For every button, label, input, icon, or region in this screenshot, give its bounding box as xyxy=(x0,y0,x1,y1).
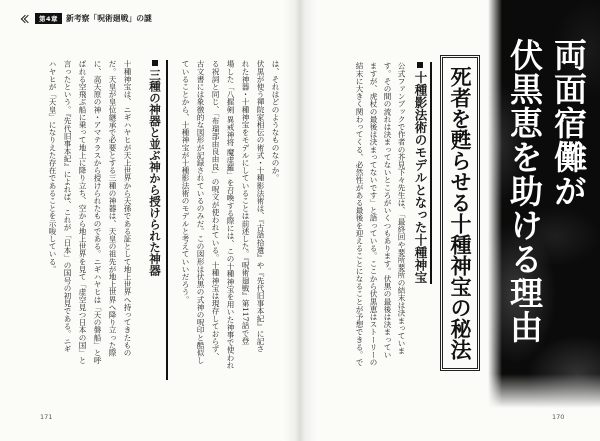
body-line: れた神器・十種神宝をモデルにしていることは前述した。『呪術廻戦』第117話で登 xyxy=(241,60,250,345)
main-title-line: 伏黒恵を助ける理由 xyxy=(505,38,544,344)
body-line: る祝詞と同じ、「布瑠部由良由良」の呪文が使われている。十種神宝は現存しておらず、 xyxy=(211,60,220,361)
book-gutter-shadow xyxy=(284,0,316,441)
left-subheading: 三種の神器と並ぶ神から授けられた神器 xyxy=(147,60,168,380)
section-title-box xyxy=(440,55,480,371)
body-line: 言ったという。『先代旧事本紀』によれば、これが「日本」の国号の初見である。ニギ xyxy=(63,60,72,353)
body-line: 結末に大きく関わってくる、必然性がある最後を迎えることになることが予想できる。で xyxy=(355,62,364,366)
body-line: 公式ファンブックで作者の芥見下々先生は、「最終回や要所要所の結末は決まっていま xyxy=(397,62,406,355)
body-line: ていることから、十種神宝が十種影法術のモデルと考えていいだろう。 xyxy=(181,60,190,304)
right-page-number: 170 xyxy=(552,413,565,421)
body-line: ますが、虎杖の最後は決まってないです」と語っている。ここから伏黒恵はストーリーの xyxy=(369,62,378,366)
running-header-title: 新考察「呪術廻戦」の謎 xyxy=(66,14,152,23)
chapter-label: 第4章 xyxy=(35,13,62,24)
body-line: す。その間の流れは決まってないところがいくつもあります。伏黒の最後は決まってい xyxy=(383,62,392,359)
body-line: だ。天皇が皇位継承で必要とする三種の神器は、天皇の祖先が地上世界へ降り立った際 xyxy=(108,60,117,357)
left-page-body xyxy=(45,60,283,380)
body-line: に、高天原の神・アマテラスから授けられたものである。ニギハヤヒは「天の磐船」と呼 xyxy=(93,60,102,364)
body-line: ハヤヒが「天皇」になりえた存在であることを示唆している。 xyxy=(48,60,57,273)
chapter-main-title xyxy=(502,38,590,344)
body-line: は、それはどのようなものなのか。 xyxy=(271,60,280,182)
left-page-number: 171 xyxy=(40,413,53,421)
right-page-body xyxy=(352,62,408,382)
running-header xyxy=(20,13,152,24)
body-line: 場した「八握剣 異戒神将 魔虚羅」を召喚する際には、この十種神宝を用いた神事で使われ xyxy=(226,60,235,369)
body-line: 十種神宝は、ニギハヤヒが天上世界から天孫である証として地上世界へ持ってきたもの xyxy=(123,60,132,357)
main-title-line: 両面宿儺が xyxy=(549,38,588,208)
chapter-title-band xyxy=(488,0,600,408)
body-line: 伏黒が使う禪院家相伝の術式・十種影法術は、『古語拾遺』や『先代旧事本紀』に記さ xyxy=(256,60,265,353)
chapter-chevron-icon xyxy=(20,16,28,22)
right-subheading: 十種影法術のモデルとなった十種神宝 xyxy=(412,62,432,284)
section-title: 死者を甦らせる十種神宝の秘法 xyxy=(448,66,473,360)
body-line: ばれる空飛ぶ船に乗って地上に降り立ち、空から地上世界を見て「虚空見つ日本の国」と xyxy=(78,60,87,364)
body-line: 古文書には象徴的な図形が記録されているのみだ。この図形は伏黒の式神の呪印と酷似し xyxy=(196,60,205,364)
